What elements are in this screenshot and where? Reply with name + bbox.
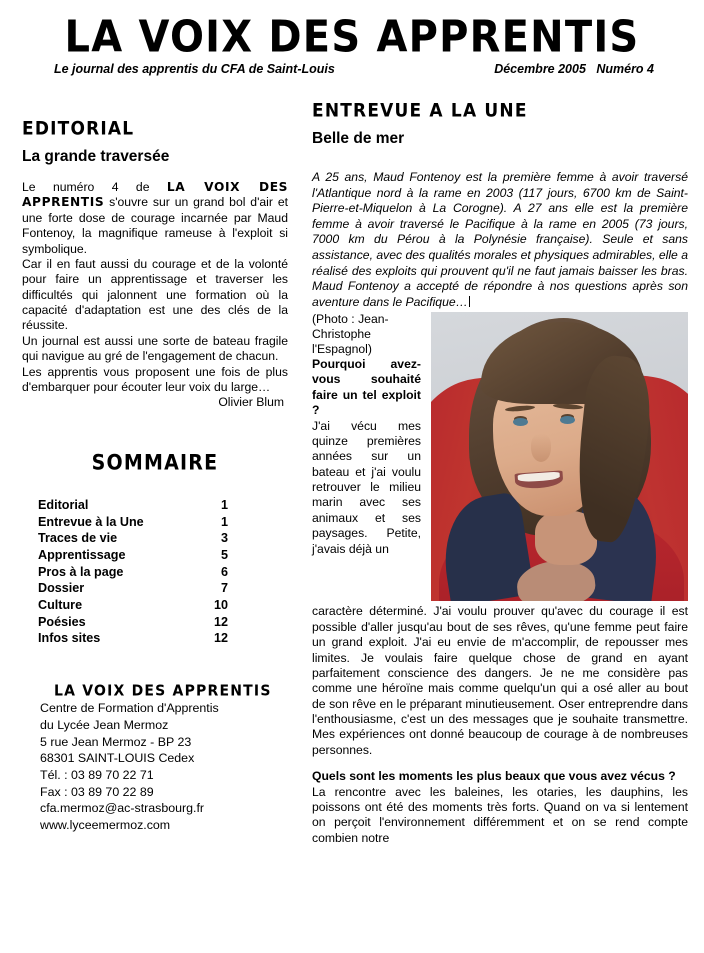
toc-page: 10: [213, 597, 228, 612]
toc-page: 6: [220, 564, 228, 579]
toc-page: 3: [220, 531, 228, 546]
toc-label: Apprentissage: [38, 548, 126, 563]
toc-label: Editorial: [38, 498, 89, 513]
contact-org-line-2: du Lycée Jean Mermoz: [40, 718, 169, 733]
toc-row[interactable]: [38, 580, 228, 597]
toc-row[interactable]: [38, 547, 228, 564]
toc-row[interactable]: [38, 614, 228, 631]
editorial-p1-before: Le numéro 4 de: [22, 180, 167, 194]
table-of-contents: [38, 497, 228, 646]
editorial-paragraph-1: [22, 180, 288, 257]
toc-label: Traces de vie: [38, 531, 118, 546]
sommaire-heading: SOMMAIRE: [91, 451, 219, 476]
toc-page: 5: [220, 548, 228, 563]
photo-credit: (Photo : Jean-Christophe l'Espagnol): [312, 312, 389, 357]
toc-label: Infos sites: [38, 631, 101, 646]
toc-label: Dossier: [38, 581, 85, 596]
toc-row[interactable]: [38, 564, 228, 581]
brand-inline: LA VOIX DES APPRENTIS: [22, 180, 288, 210]
contact-title: LA VOIX DES APPRENTIS: [54, 681, 272, 700]
toc-page: 12: [213, 631, 228, 646]
editorial-paragraph-4: Les apprentis vous proposent une fois de plus d'embarquer pour écouter leur voix du large…: [22, 364, 288, 394]
toc-label: Entrevue à la Une: [38, 514, 144, 529]
contact-fax: Fax : 03 89 70 22 89: [40, 784, 154, 799]
toc-page: 12: [213, 614, 228, 629]
masthead: [0, 11, 704, 63]
text-caret: [469, 296, 470, 307]
article-section-heading: ENTREVUE A LA UNE: [312, 100, 528, 122]
interview-answer-1-wide: caractère déterminé. J'ai voulu prouver qu'avec du courage il est possible d'aller jusqu'au bout de ses rêves, qu'une femme peut faire un grand exploit. J'ai eu envie de m'accomplir, de repousser mes limites. Je voulais faire quelque chose de grand en ayant parfaitement conscience des dangers. Je ne me considère pas comme une héroïne mais comme quelqu'un qui a osé aller au bout de son rêve en le préparant minutieusement. Oser entreprendre dans l'enthousiasme, c'est un des messages que je souhaite transmettre. Mes expériences ont donné beaucoup de courage à de nombreuses personnes.: [312, 604, 688, 757]
interview-question-2: Quels sont les moments les plus beaux que vous avez vécus ?: [312, 769, 676, 784]
photo-teeth: [518, 472, 560, 483]
toc-row[interactable]: [38, 530, 228, 547]
toc-label: Pros à la page: [38, 564, 124, 579]
editorial-paragraph-3: Un journal est aussi une sorte de bateau fragile qui navigue au gré de l'engagement de chacun.: [22, 333, 288, 364]
toc-page: 1: [220, 498, 228, 513]
toc-page: 7: [220, 581, 228, 596]
portrait-photo: [431, 312, 688, 601]
editorial-headline: La grande traversée: [22, 148, 170, 165]
toc-row[interactable]: [38, 597, 228, 614]
interview-question-1: Pourquoi avez-vous souhaité faire un tel exploit ?: [312, 357, 421, 418]
interview-answer-1-narrow: J'ai vécu mes quinze premières années sur un bateau et j'ai voulu retrouver le milieu marin avec ses animaux et ses paysages. Petite, j'avais déjà un: [312, 418, 421, 556]
toc-label: Poésies: [38, 614, 86, 629]
editorial-p1-after: s'ouvre sur un grand bol d'air et une forte dose de courage incarnée par Maud Fontenoy, la magnifique rameuse à l'exploit si symbolique.: [22, 195, 288, 256]
contact-email[interactable]: cfa.mermoz@ac-strasbourg.fr: [40, 801, 205, 816]
toc-row[interactable]: [38, 497, 228, 514]
contact-block: [40, 681, 288, 834]
toc-row[interactable]: [38, 630, 228, 647]
interview-answer-2: La rencontre avec les baleines, les otaries, les dauphins, les poissons ont été des moments très forts. Quand on va si lentement on perçoit l'environnement différemment et on se rend compte combien notre: [312, 784, 688, 845]
toc-page: 1: [220, 514, 228, 529]
contact-phone: Tél. : 03 89 70 22 71: [40, 767, 154, 782]
contact-city: 68301 SAINT-LOUIS Cedex: [40, 751, 195, 766]
contact-street: 5 rue Jean Mermoz - BP 23: [40, 734, 192, 749]
masthead-subline: [54, 62, 654, 76]
left-column: [22, 118, 288, 833]
article-lede-text: A 25 ans, Maud Fontenoy est la première femme à avoir traversé l'Atlantique nord à la rame en 2003 (117 jours, 6700 km de Saint-Pierre-et-Miquelon à La Corogne). A 27 ans elle est la première femme à avoir traversé le Pacifique à la rame en 2005 (73 jours, 7000 km du Pérou à la Polynésie française). Seule et sans assistance, avec des qualités morales et physiques admirables, elle a réalisé des exploits qui prouvent qu'il ne faut jamais baisser les bras. Maud Fontenoy a accepté de répondre à nos questions après son aventure dans le Pacifique…: [312, 170, 688, 309]
right-column: [312, 100, 688, 846]
contact-website[interactable]: www.lyceemermoz.com: [40, 817, 171, 832]
editorial-paragraph-2: Car il en faut aussi du courage et de la volonté pour faire un apprentissage et traverser les difficultés qui jalonnent une formation où la capacité d'adaptation est une des clés de la réussite.: [22, 256, 288, 333]
contact-org-line-1: Centre de Formation d'Apprentis: [40, 701, 219, 716]
editorial-section-heading: EDITORIAL: [22, 118, 135, 140]
editorial-signature: Olivier Blum: [218, 395, 284, 410]
publication-title: LA VOIX DES APPRENTIS: [64, 11, 640, 63]
tagline: Le journal des apprentis du CFA de Saint-Louis: [54, 62, 335, 76]
toc-row[interactable]: [38, 514, 228, 531]
issue-info: Décembre 2005 Numéro 4: [494, 62, 654, 76]
article-headline: Belle de mer: [312, 130, 405, 147]
toc-label: Culture: [38, 597, 83, 612]
article-lede: [312, 170, 688, 310]
